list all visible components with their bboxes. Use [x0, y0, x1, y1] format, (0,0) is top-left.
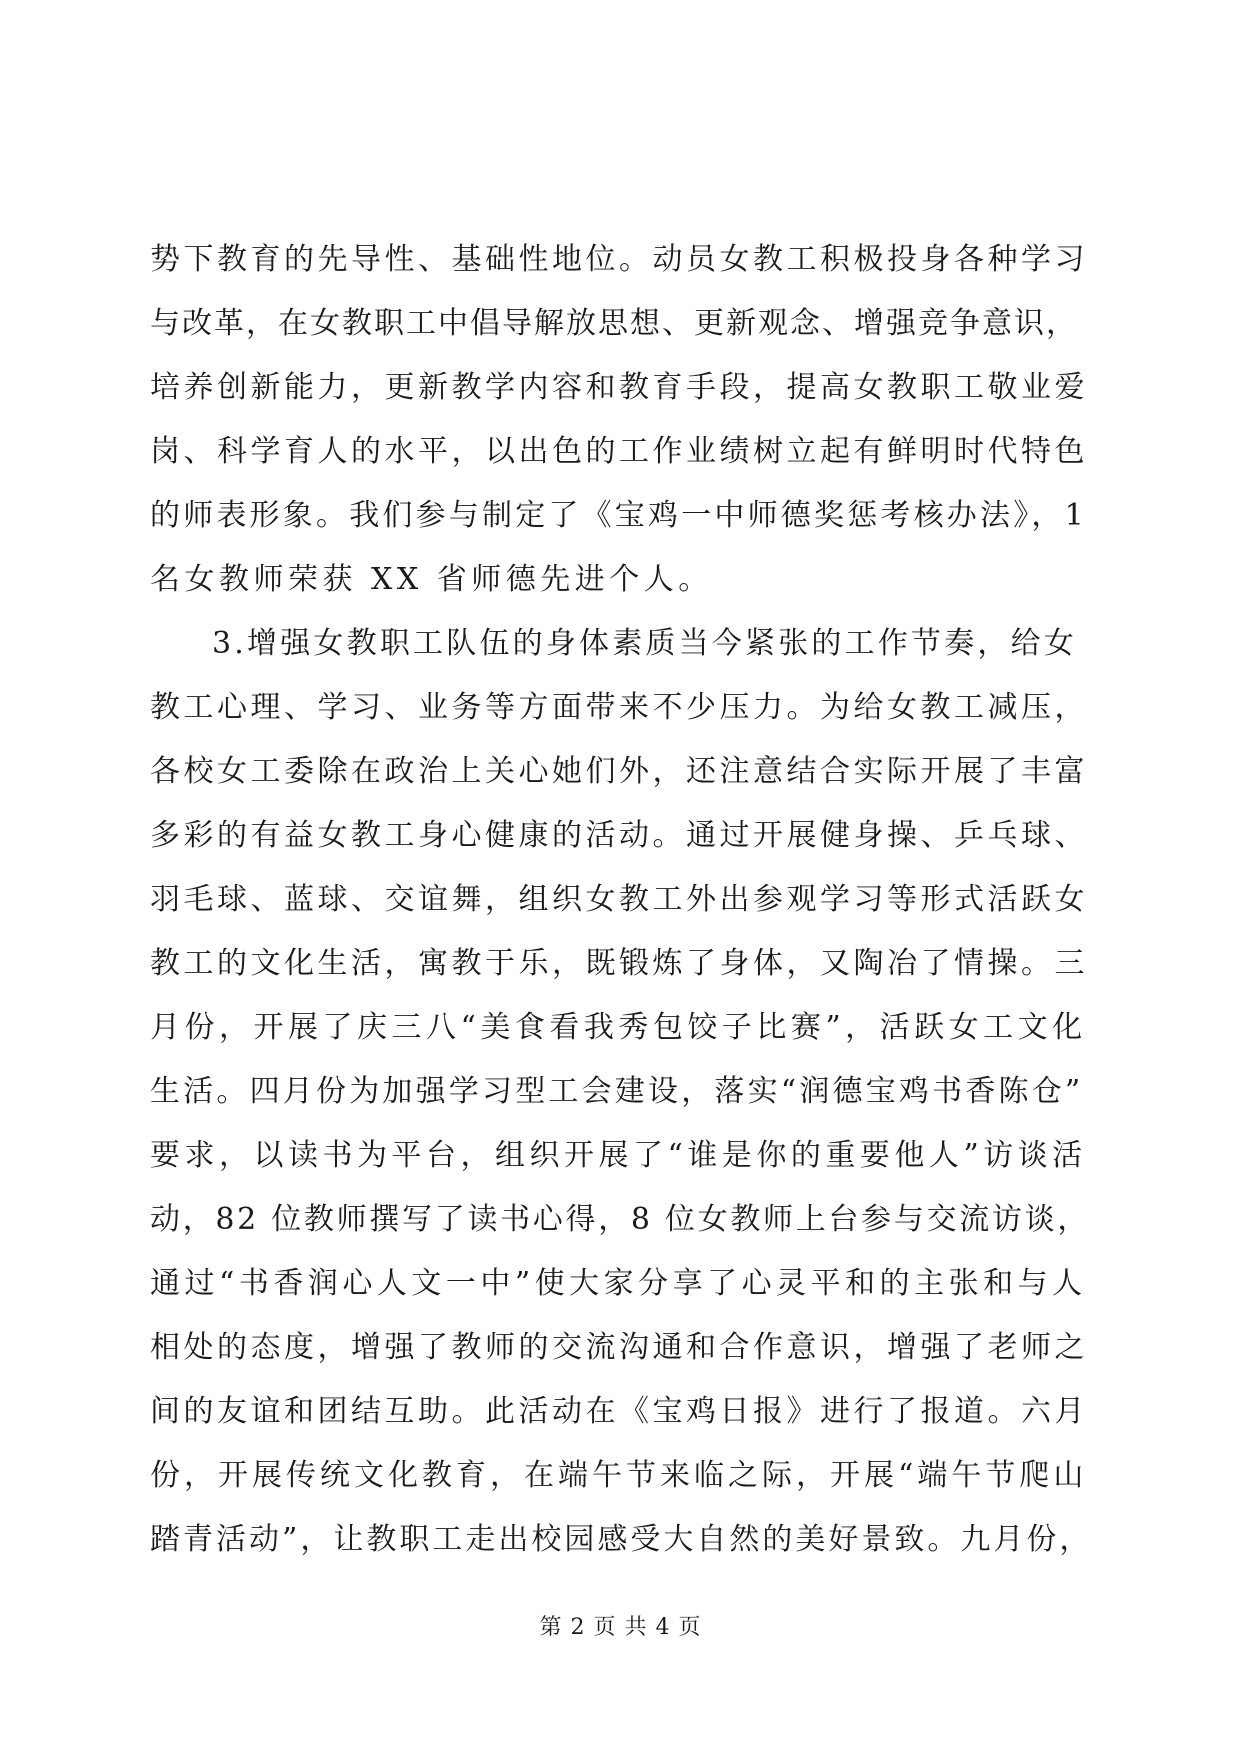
text-line: 名女教师荣获 XX 省师德先进个人。: [150, 562, 713, 597]
text-line: 多彩的有益女教工身心健康的活动。通过开展健身操、乒乓球、: [150, 818, 1088, 853]
text-line: 间的友谊和团结互助。此活动在《宝鸡日报》进行了报道。六月: [150, 1394, 1088, 1429]
text-line: 月份，开展了庆三八“美食看我秀包饺子比赛”，活跃女工文化: [150, 1010, 1087, 1045]
text-line: 教工心理、学习、业务等方面带来不少压力。为给女教工减压，: [150, 690, 1088, 725]
text-line: 动，82 位教师撰写了读书心得，8 位女教师上台参与交流访谈，: [150, 1202, 1091, 1237]
page-footer: 第 2 页 共 4 页: [539, 1615, 702, 1640]
text-line: 通过“书香润心人文一中”使大家分享了心灵平和的主张和与人: [150, 1266, 1087, 1301]
text-line: 教工的文化生活，寓教于乐，既锻炼了身体，又陶冶了情操。三: [150, 946, 1088, 981]
paragraph-3-heading-line: 3.增强女教职工队伍的身体素质当今紧张的工作节奏，给女: [212, 626, 1078, 661]
text-line: 相处的态度，增强了教师的交流沟通和合作意识，增强了老师之: [150, 1330, 1088, 1365]
text-line: 势下教育的先导性、基础性地位。动员女教工积极投身各种学习: [150, 242, 1088, 277]
text-line: 生活。四月份为加强学习型工会建设，落实“润德宝鸡书香陈仓”: [150, 1074, 1084, 1109]
text-line: 踏青活动”，让教职工走出校园感受大自然的美好景致。九月份，: [150, 1522, 1093, 1557]
text-line: 的师表形象。我们参与制定了《宝鸡一中师德奖惩考核办法》，1: [150, 498, 1087, 533]
text-line: 岗、科学育人的水平，以出色的工作业绩树立起有鲜明时代特色: [150, 434, 1088, 469]
text-line: 培养创新能力，更新教学内容和教育手段，提高女教职工敬业爱: [150, 370, 1088, 405]
text-line: 羽毛球、蓝球、交谊舞，组织女教工外出参观学习等形式活跃女: [150, 882, 1088, 917]
text-line: 要求，以读书为平台，组织开展了“谁是你的重要他人”访谈活: [150, 1138, 1087, 1173]
text-line: 各校女工委除在政治上关心她们外，还注意结合实际开展了丰富: [150, 754, 1088, 789]
body-text: [150, 228, 1093, 1572]
text-line: 与改革，在女教职工中倡导解放思想、更新观念、增强竞争意识，: [150, 306, 1078, 341]
text-line: 份，开展传统文化教育，在端午节来临之际，开展“端午节爬山: [150, 1458, 1088, 1493]
